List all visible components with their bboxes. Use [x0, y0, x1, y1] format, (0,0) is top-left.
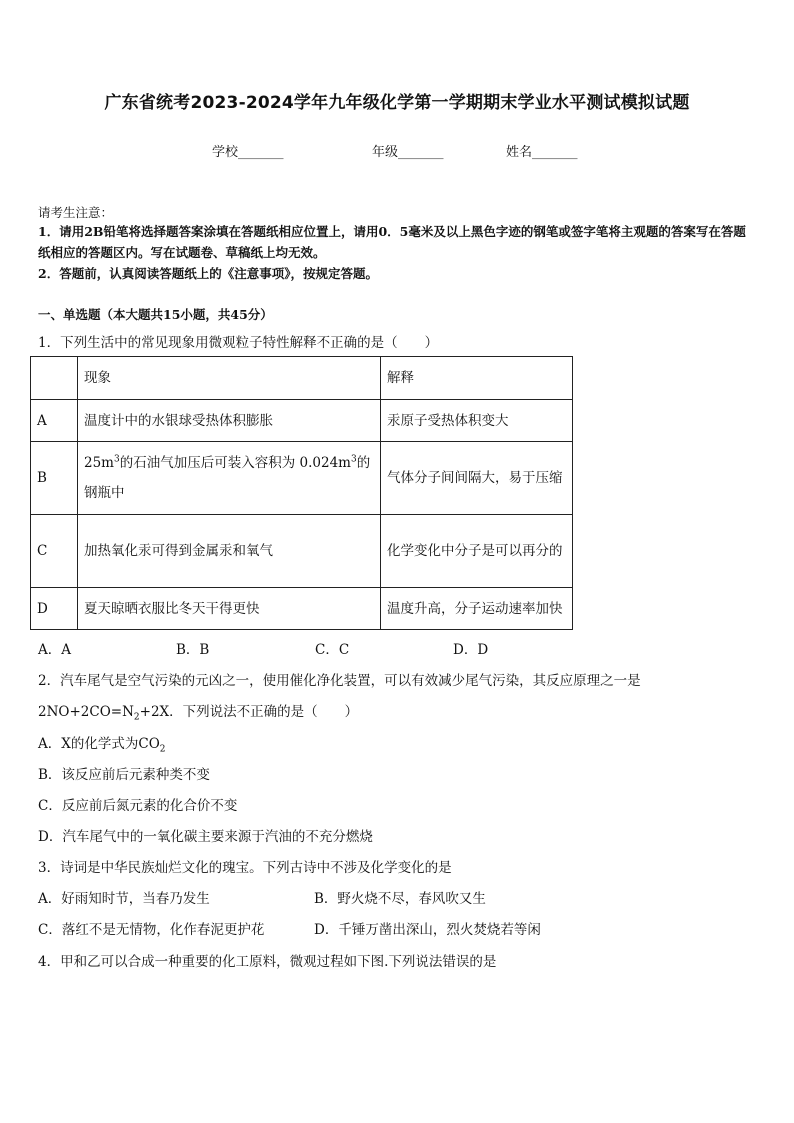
q2-option-a [38, 732, 166, 755]
row-explanation: 温度升高，分子运动速率加快 [381, 588, 573, 630]
row-explanation: 气体分子间间隔大，易于压缩 [381, 442, 573, 515]
q3-stem: 3．诗词是中华民族灿烂文化的瑰宝。下列古诗中不涉及化学变化的是 [38, 860, 452, 876]
q1-option-a: A．A [38, 642, 71, 658]
q2-stem-line2 [38, 700, 359, 723]
row-phenomenon [78, 442, 381, 515]
table-row [31, 515, 573, 588]
subscript: 2 [133, 712, 140, 723]
q2-option-c: C．反应前后氮元素的化合价不变 [38, 798, 238, 814]
table-row [31, 400, 573, 442]
superscript: 3 [113, 454, 120, 465]
equation-part: 2NO+2CO=N [38, 704, 134, 720]
row-explanation: 汞原子受热体积变大 [381, 400, 573, 442]
q2-option-b: B．该反应前后元素种类不变 [38, 767, 210, 783]
superscript: 3 [350, 454, 357, 465]
q1-option-c: C．C [315, 642, 350, 658]
q1-option-d: D．D [453, 642, 489, 658]
q2-option-d: D．汽车尾气中的一氧化碳主要来源于汽油的不充分燃烧 [38, 829, 373, 845]
row-key: D [31, 588, 78, 630]
table-header-cell: 现象 [78, 357, 381, 400]
document-title: 广东省统考2023-2024学年九年级化学第一学期期末学业水平测试模拟试题 [104, 93, 690, 113]
row-phenomenon: 温度计中的水银球受热体积膨胀 [78, 400, 381, 442]
row-key: C [31, 515, 78, 588]
subscript: 2 [159, 744, 166, 755]
table-header-cell: 解释 [381, 357, 573, 400]
q4-stem: 4．甲和乙可以合成一种重要的化工原料，微观过程如下图.下列说法错误的是 [38, 954, 497, 970]
section-heading: 一、单选题（本大题共15小题，共45分） [38, 307, 273, 322]
row-key: B [31, 442, 78, 515]
phenomenon-part: 的石油气加压后可装入容积为 0.024m [119, 455, 351, 471]
table-header-row [31, 357, 573, 400]
equation-part: +2X．下列说法不正确的是（ ） [139, 704, 359, 720]
q3-option-b: B．野火烧不尽，春风吹又生 [314, 891, 486, 907]
row-explanation: 化学变化中分子是可以再分的 [381, 515, 573, 588]
table-row [31, 442, 573, 515]
school-field: 学校_______ [212, 145, 284, 160]
q3-option-d: D．千锤万凿出深山，烈火焚烧若等闲 [314, 922, 541, 938]
name-field: 姓名_______ [506, 145, 578, 160]
table-row [31, 588, 573, 630]
row-key: A [31, 400, 78, 442]
q1-stem: 1．下列生活中的常见现象用微观粒子特性解释不正确的是（ ） [38, 335, 439, 351]
q3-option-a: A．好雨知时节，当春乃发生 [38, 891, 210, 907]
q1-option-b: B．B [176, 642, 210, 658]
q2-stem-line1: 2．汽车尾气是空气污染的元凶之一，使用催化净化装置，可以有效减少尾气污染，其反应原理之一是 [38, 673, 641, 689]
row-phenomenon: 加热氧化汞可得到金属汞和氧气 [78, 515, 381, 588]
option-text: A．X的化学式为CO [38, 736, 160, 752]
row-phenomenon: 夏天晾晒衣服比冬天干得更快 [78, 588, 381, 630]
q1-table [30, 356, 573, 630]
notice-heading: 请考生注意： [38, 205, 114, 220]
notice-item-1: 1．请用2B铅笔将选择题答案涂填在答题纸相应位置上，请用0．5毫米及以上黑色字迹的钢笔或签字笔将主观题的答案写在答题纸相应的答题区内。写在试题卷、草稿纸上均无效。 [38, 224, 746, 260]
phenomenon-part: 25m [84, 455, 114, 471]
phenomenon-part: 的钢瓶中 [84, 455, 371, 501]
q3-option-c: C．落红不是无情物，化作春泥更护花 [38, 922, 265, 938]
notice-item-2: 2．答题前，认真阅读答题纸上的《注意事项》，按规定答题。 [38, 266, 378, 281]
table-header-cell [31, 357, 78, 400]
grade-field: 年级_______ [372, 145, 444, 160]
